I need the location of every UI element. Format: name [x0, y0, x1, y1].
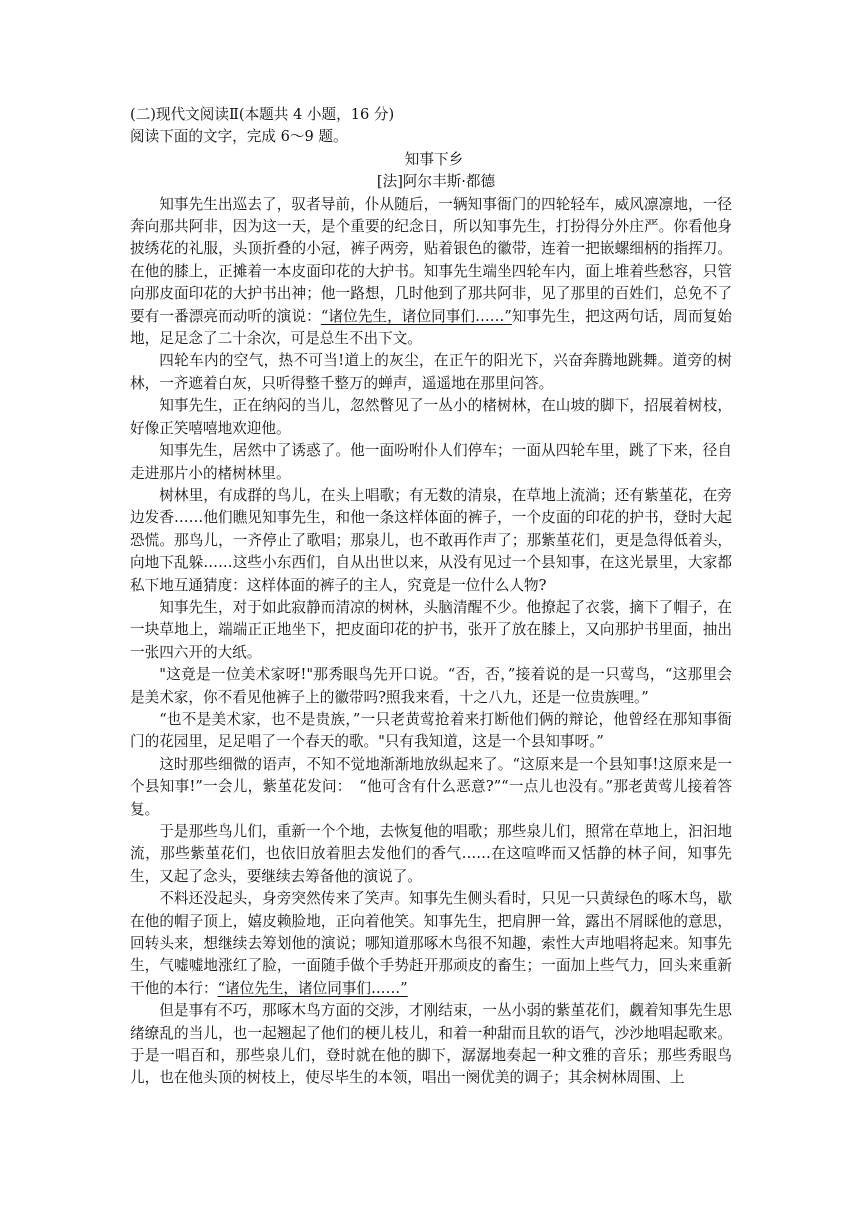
paragraph-11: 不料还没起头，身旁突然传来了笑声。知事先生侧头看时，只见一只黄绿色的啄木鸟，歇在他的帽子顶上，嬉皮赖脸地，正向着他笑。知事先生，把肩胛一耸，露出不屑睬他的意思，回转头来，想继续去筹划他的演说；哪知道那啄木鸟很不知趣，索性大声地唱将起来。知事先生，气嘘嘘地涨红了脸，一面随手做个手势赶开那顽皮的畜生；一面加上些气力，回头来重新干他的本行：“诸位先生，诸位同事们……” — [130, 890, 732, 997]
paragraph-7: "这竟是一位美术家呀!"那秀眼鸟先开口说。“否，否，”接着说的是一只莺鸟，“这那里会是美术家，你不看见他裤子上的徽带吗?照我来看，十之八九，还是一位贵族哩。” — [130, 666, 732, 706]
underlined-quote-1: “诸位先生，诸位同事们……” — [320, 307, 512, 325]
paragraph-5: 树林里，有成群的鸟儿，在头上唱歌；有无数的清泉，在草地上流淌；还有紫堇花，在旁边发香……他们瞧见知事先生，和他一条这样体面的裤子，一个皮面的印花的护书，登时大起恐慌。那鸟儿，一齐停止了歌唱；那泉儿，也不敢再作声了；那紫堇花们，更是急得低着头，向地下乱躲……这些小东西们，自从出世以来，从没有见过一个县知事，在这光景里，大家都私下地互通猜度：这样体面的裤子的主人，究竟是一位什么人物? — [130, 486, 732, 594]
paragraph-9: 这时那些细微的语声，不知不觉地渐渐地放纵起来了。“这原来是一个县知事!这原来是一个县知事!”一会儿，紫堇花发问： “他可含有什么恶意?”“一点儿也没有。”那老黄莺儿接着答复。 — [130, 755, 732, 818]
paragraph-1: 知事先生出巡去了，驭者导前，仆从随后，一辆知事衙门的四轮轻车，威风凛凛地，一径奔向那共阿非，因为这一天，是个重要的纪念日，所以知事先生，打扮得分外庄严。你看他身披绣花的礼服，头顶折叠的小冠，裤子两旁，贴着银色的徽带，连着一把嵌螺细柄的指挥刀。在他的膝上，正摊着一本皮面印花的大护书。知事先生端坐四轮车内，面上堆着些愁容，只管向那皮面印花的大护书出神；他一路想，几时他到了那共阿非，见了那里的百姓们，总免不了要有一番漂亮而动听的演说：“诸位先生，诸位同事们……”知事先生，把这两句话，周而复始地，足足念了二十余次，可是总生不出下文。 — [130, 195, 732, 348]
section-heading: (二)现代文阅读Ⅱ(本题共 4 小题，16 分) — [130, 106, 395, 123]
article-author: [法]阿尔丰斯·都德 — [376, 173, 496, 191]
paragraph-4: 知事先生，居然中了诱惑了。他一面吩咐仆人们停车；一面从四轮车里，跳了下来，径自走进那片小的楮树林里。 — [130, 442, 732, 482]
paragraph-3: 知事先生，正在纳闷的当儿，忽然瞥见了一丛小的楮树林，在山坡的脚下，招展着树枝，好像正笑嘻嘻地欢迎他。 — [130, 397, 732, 437]
article-title: 知事下乡 — [404, 150, 464, 168]
paragraph-10: 于是那些鸟儿们，重新一个个地，去恢复他的唱歌；那些泉儿们，照常在草地上，汩汩地流，那些紫堇花们，也依旧放着胆去发他们的香气……在这喧哗而又恬静的林子间，知事先生，又起了念头，要继续去筹备他的演说了。 — [130, 823, 732, 885]
document-page — [130, 104, 732, 1090]
underlined-quote-2: “诸位先生，诸位同事们……” — [217, 979, 408, 997]
paragraph-12: 但是事有不巧，那啄木鸟方面的交涉，才刚结束，一丛小弱的紫堇花们，觑着知事先生思绪缭乱的当儿，也一起翘起了他们的梗儿枝儿，和着一种甜而且软的语气，沙沙地唱起歌来。于是一唱百和，那些泉儿们，登时就在他的脚下，潺潺地奏起一种文雅的音乐；那些秀眼鸟儿，也在他头顶的树枝上，使尽毕生的本领，唱出一阕优美的调子；其余树林周围、上 — [130, 1002, 732, 1087]
paragraph-6: 知事先生，对于如此寂静而清凉的树林，头脑清醒不少。他撩起了衣裳，摘下了帽子，在一块草地上，端端正正地坐下，把皮面印花的护书，张开了放在膝上，又向那护书里面，抽出一张四六开的大纸。 — [130, 598, 732, 661]
paragraph-2: 四轮车内的空气，热不可当!道上的灰尘，在正午的阳光下，兴奋奔腾地跳舞。道旁的树林，一齐遮着白灰，只听得整千整万的蝉声，遥遥地在那里问答。 — [130, 352, 732, 392]
paragraph-8: “也不是美术家，也不是贵族，”一只老黄莺抢着来打断他们俩的辩论，他曾经在那知事衙门的花园里，足足唱了一个春天的歌。"只有我知道，这是一个县知事呀。” — [130, 710, 732, 751]
instruction: 阅读下面的文字，完成 6～9 题。 — [130, 128, 348, 146]
